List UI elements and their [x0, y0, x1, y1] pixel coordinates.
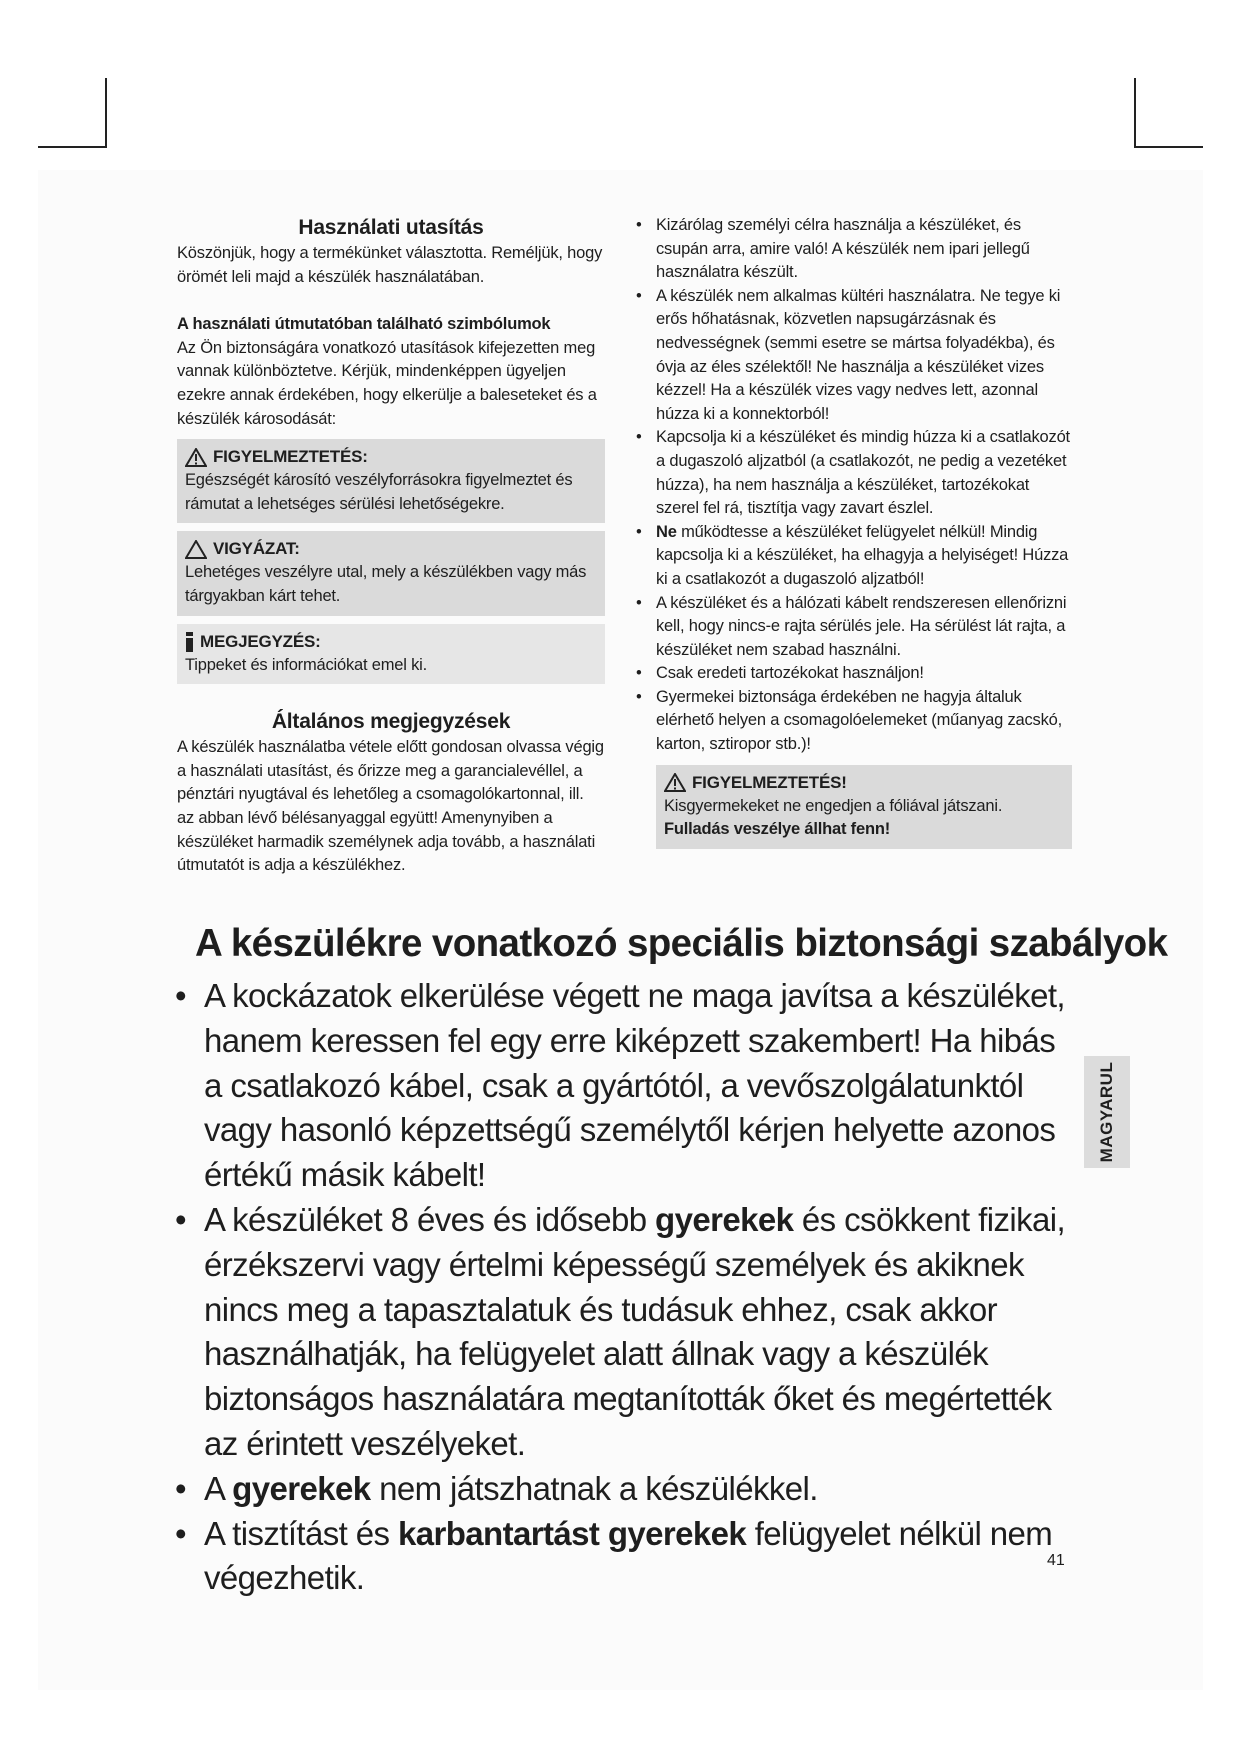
warning-triangle-icon [664, 773, 686, 792]
note-label: MEGJEGYZÉS: [200, 631, 321, 651]
packaging-warning-box [656, 765, 1072, 849]
caution-box-title [185, 537, 597, 561]
caution-triangle-icon [185, 540, 207, 559]
info-icon [185, 632, 194, 652]
list-item: • Ne működtesse a készüléket felügyelet nélkül! Mindig kapcsolja ki a készüléket, ha elhagyja a helyiséget! Húzza ki a csatlakozót a dugaszoló aljzatból! [634, 521, 1072, 592]
list-item: • A kockázatok elkerülése végett ne maga javítsa a készüléket, hanem keressen fel egy erre kiképzett szakembert! Ha hibás a csatlakozó kábel, csak a gyártótól, a vevőszolgálatunktól vagy hasonló képzettségű személytől kérjen helyette azonos értékű másik kábelt! [170, 974, 1075, 1198]
special-rules-title: A készülékre vonatkozó speciális biztonsági szabályok [195, 922, 1168, 965]
caution-label: VIGYÁZAT: [213, 539, 300, 559]
page-number: 41 [1047, 1552, 1065, 1569]
caution-box [177, 531, 605, 615]
right-column [634, 214, 1072, 849]
note-box-title [185, 630, 597, 654]
crop-mark-top-left-v [105, 78, 107, 148]
list-item: • Csak eredeti tartozékokat használjon! [634, 662, 1072, 686]
warning-label: FIGYELMEZTETÉS: [213, 447, 368, 467]
intro-text: Köszönjük, hogy a termékünket választotta. Reméljük, hogy örömét leli majd a készülék használatában. [177, 244, 603, 286]
crop-mark-top-right-h [1134, 146, 1203, 148]
general-notes-text: A készülék használatba vétele előtt gondosan olvassa végig a használati utasítást, és őrizze meg a garancialevéllel, a pénztári nyugtával és lehetőleg a csomagolókartonnal, ill. az abban lévő bélésanyaggal együtt! Amenynyiben a készüléket harmadik személynek adja tovább, a használati útmutatót is adja a készülékhez. [177, 738, 604, 875]
list-item: • Kizárólag személyi célra használja a készüléket, és csupán arra, amire való! A készülék nem ipari jellegű használatra készült. [634, 214, 1072, 285]
warning-triangle-icon [185, 448, 207, 467]
warning-box-title [185, 445, 597, 469]
language-side-tab [1084, 1056, 1130, 1168]
manual-title: Használati utasítás [298, 216, 484, 239]
crop-mark-top-right-v [1134, 78, 1136, 148]
language-label: MAGYARUL [1097, 1061, 1116, 1163]
packaging-warning-label: FIGYELMEZTETÉS! [692, 772, 847, 792]
list-item: • Kapcsolja ki a készüléket és mindig húzza ki a csatlakozót a dugaszoló aljzatból (a csatlakozót, ne pedig a vezetéket húzza), ha nem használja a készüléket, tartozékokat szerel fel rá, tisztítja vagy zavart észlel. [634, 426, 1072, 520]
list-item: • A készüléket és a hálózati kábelt rendszeresen ellenőrizni kell, hogy nincs-e rajta sérülés jele. Ha sérülést lát rajta, a készüléket nem szabad használni. [634, 592, 1072, 663]
general-notes-title: Általános megjegyzések [271, 710, 511, 734]
symbols-heading: A használati útmutatóban található szimbólumok [177, 315, 551, 334]
symbols-text: Az Ön biztonságára vonatkozó utasítások kifejezetten meg vannak különböztetve. Kérjük, mindenképpen ügyeljen ezekre annak érdekében, hogy elkerülje a baleseteket és a készülék károsodását: [177, 338, 597, 428]
special-rules-list [170, 974, 1075, 1601]
packaging-warning-text: Kisgyermekeket ne engedjen a fóliával játszani. Fulladás veszélye állhat fenn! [664, 796, 1003, 839]
list-item: • A gyerekek nem játszhatnak a készülékkel. [170, 1467, 1075, 1512]
note-box [177, 624, 605, 685]
list-item: • A tisztítást és karbantartást gyerekek felügyelet nélkül nem végezhetik. [170, 1512, 1075, 1602]
warning-box [177, 439, 605, 523]
note-text: Tippeket és információkat emel ki. [185, 655, 428, 674]
packaging-warning-title [664, 771, 1064, 795]
left-column [177, 214, 605, 878]
crop-mark-top-left-h [38, 146, 107, 148]
list-item: • A készüléket 8 éves és idősebb gyerekek és csökkent fizikai, érzékszervi vagy értelmi képességű személyek és akiknek nincs meg a tapasztalatuk és tudásuk ehhez, csak akkor használhatják, ha felügyelet alatt állnak vagy a készülék biztonságos használatára megtanították őket és megértették az érintett veszélyeket. [170, 1198, 1075, 1467]
warning-text: Egészségét károsító veszélyforrásokra figyelmeztet és rámutat a lehetséges sérülési lehetőségekre. [185, 471, 573, 513]
list-item: • A készülék nem alkalmas kültéri használatra. Ne tegye ki erős hőhatásnak, közvetlen napsugárzásnak és nedvességnek (semmi esetre se mártsa folyadékba), és óvja az éles szélektől! Ne használja a készüléket vizes kézzel! Ha a készülék vizes vagy nedves lett, azonnal húzza ki a konnektorból! [634, 285, 1072, 427]
list-item: • Gyermekei biztonsága érdekében ne hagyja általuk elérhető helyen a csomagolóelemeket (műanyag zacskó, karton, sztiropor stb.)! [634, 686, 1072, 757]
caution-text: Lehetéges veszélyre utal, mely a készülékben vagy más tárgyakban kárt tehet. [185, 563, 587, 605]
safety-bullet-list [634, 214, 1072, 757]
